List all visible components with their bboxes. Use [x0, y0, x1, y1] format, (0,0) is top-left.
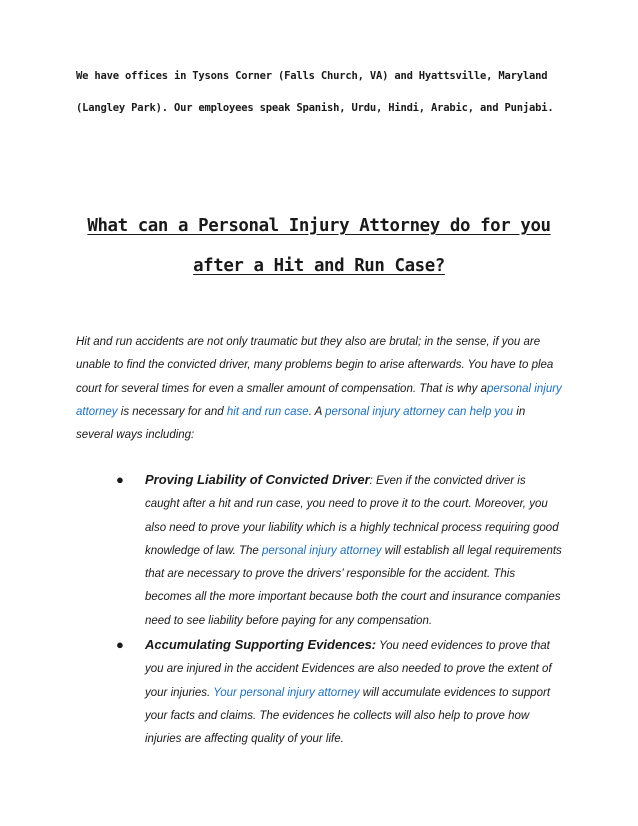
- personal-injury-attorney-link[interactable]: personal injury attorney: [262, 544, 382, 557]
- list-item-text: : Even if the convicted driver is caught after a hit and run case, you need to prove it to the court. Moreover, you also need to prove your liability which is a highly technical process requiring good knowledge of law. The: [145, 475, 559, 557]
- your-personal-injury-attorney-link[interactable]: Your personal injury attorney: [213, 686, 360, 699]
- bullet-icon: ●: [116, 637, 124, 653]
- list-item-text: will establish all legal requirements that are necessary to prove the drivers’ responsible for the accident. This becomes all the more important because both the court and insurance companies need to see liability before paying for any compensation.: [145, 544, 562, 627]
- paragraph-text-1: Hit and run accidents are not only traumatic but they also are brutal; in the sense, if you are unable to find the convicted driver, many problems begin to arise afterwards. You have to plea court for several times for even a smaller amount of compensation. That is why a: [76, 336, 554, 395]
- list-item-proving-liability: [116, 468, 562, 633]
- paragraph-text-3: . A: [308, 405, 326, 418]
- list-item-title: Accumulating Supporting Evidences:: [145, 637, 377, 653]
- hit-and-run-case-link[interactable]: hit and run case: [226, 405, 309, 418]
- intro-paragraph: [76, 331, 562, 447]
- paragraph-text-4: in several ways including:: [76, 405, 526, 442]
- list-item-title: Proving Liability of Convicted Driver: [145, 472, 370, 487]
- list-item-text: will accumulate evidences to support your facts and claims. The evidences he collects will also help to prove how injuries are affecting quality of your life.: [145, 686, 551, 746]
- personal-injury-attorney-link[interactable]: personal injury attorney: [76, 382, 562, 418]
- list-item-text: You need evidences to prove that you are injured in the accident Evidences are also needed to prove the extent of your injuries.: [145, 640, 552, 699]
- list-item-accumulating-evidences: [116, 633, 562, 751]
- paragraph-text-2: is necessary for and: [117, 405, 227, 418]
- attorney-can-help-link[interactable]: personal injury attorney can help you: [325, 405, 514, 418]
- services-list: [116, 468, 562, 752]
- bullet-icon: ●: [116, 472, 124, 487]
- page-headline: What can a Personal Injury Attorney do for you after a Hit and Run Case?: [87, 216, 551, 276]
- office-info-text: We have offices in Tysons Corner (Falls Church, VA) and Hyattsville, Maryland (Langley Park). Our employees speak Spanish, Urdu, Hindi, Arabic, and Punjabi.: [76, 70, 554, 114]
